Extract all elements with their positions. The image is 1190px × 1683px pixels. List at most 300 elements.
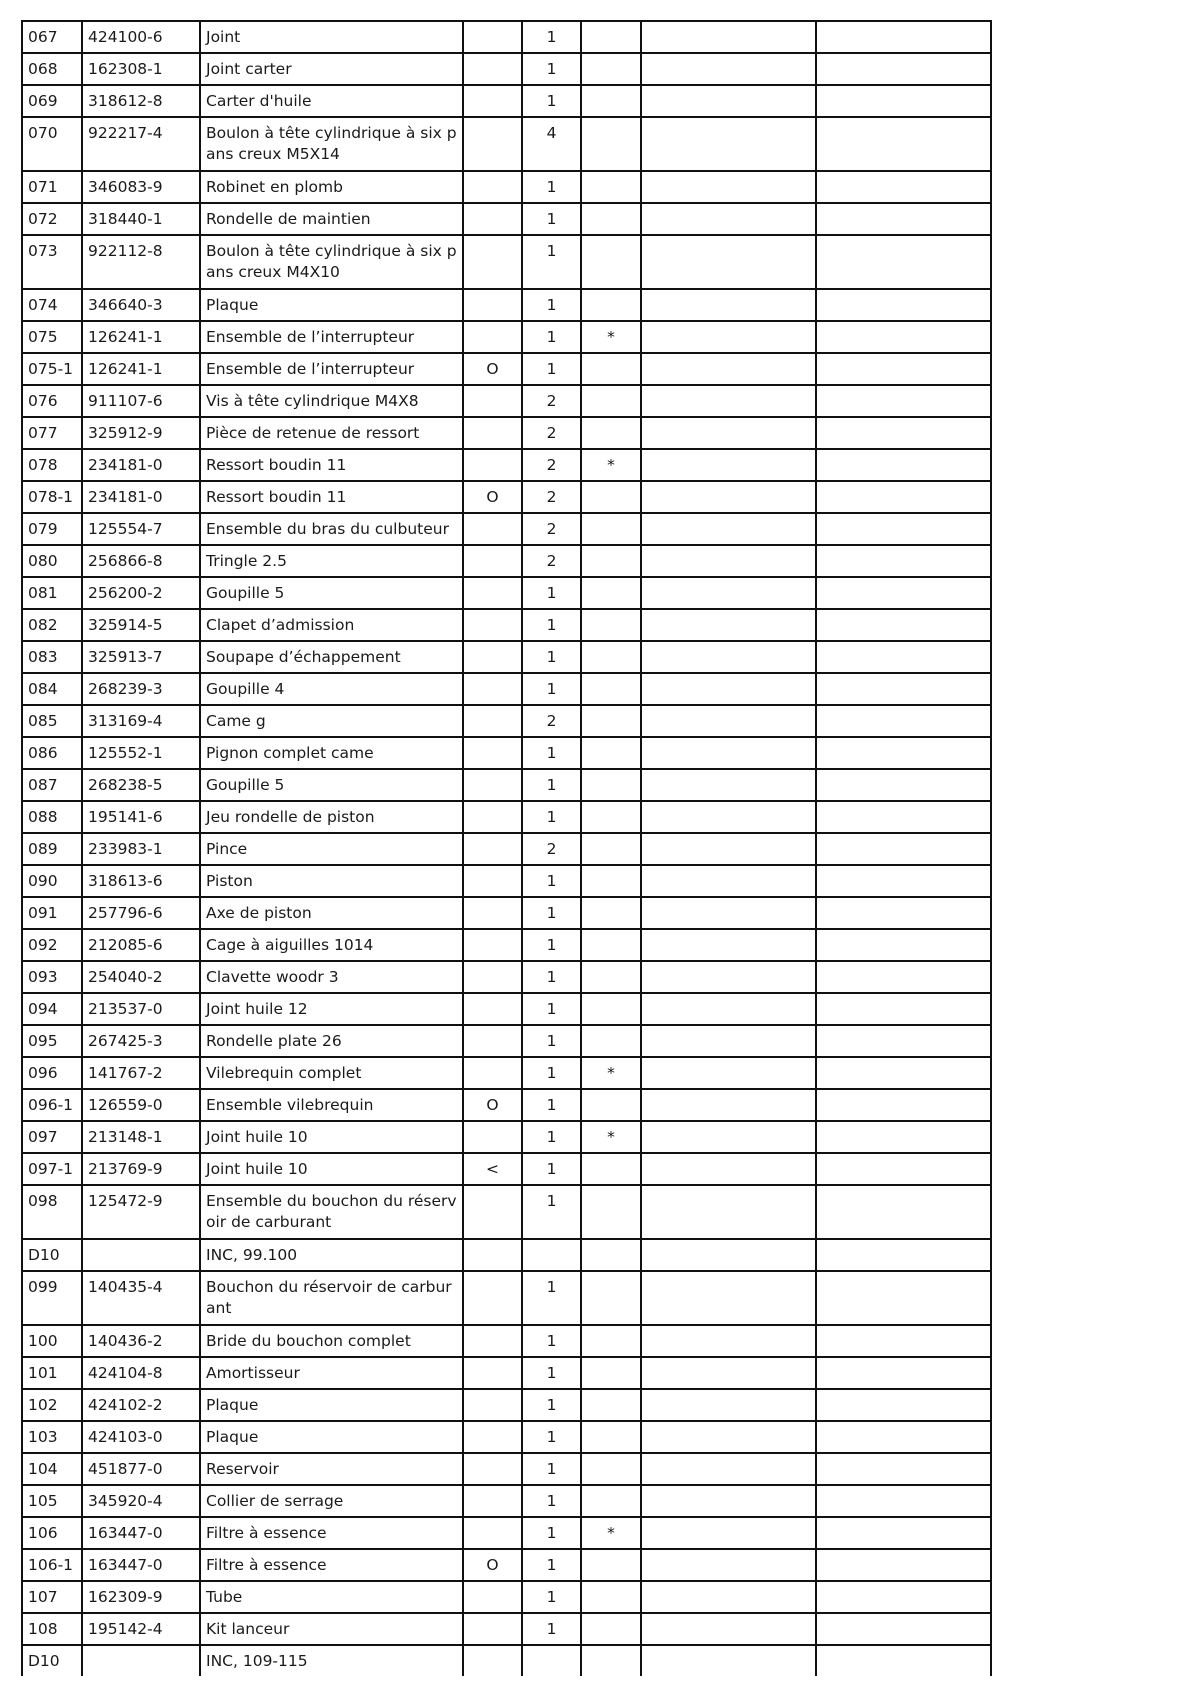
cell-description: Clapet d’admission xyxy=(200,609,463,641)
cell-empty-1 xyxy=(641,321,816,353)
cell-ref: 090 xyxy=(22,865,82,897)
cell-empty-2 xyxy=(816,993,991,1025)
cell-part-number: 233983-1 xyxy=(82,833,200,865)
cell-empty-1 xyxy=(641,929,816,961)
cell-description: Carter d'huile xyxy=(200,85,463,117)
cell-empty-1 xyxy=(641,353,816,385)
cell-note xyxy=(463,1239,522,1271)
cell-ref: 075 xyxy=(22,321,82,353)
cell-note xyxy=(463,833,522,865)
cell-part-number: 911107-6 xyxy=(82,385,200,417)
table-row xyxy=(22,513,991,545)
cell-ref: 099 xyxy=(22,1271,82,1325)
cell-description: Amortisseur xyxy=(200,1357,463,1389)
cell-empty-1 xyxy=(641,289,816,321)
cell-mark xyxy=(581,289,641,321)
table-row xyxy=(22,1057,991,1089)
cell-description: Rondelle de maintien xyxy=(200,203,463,235)
cell-description: Plaque xyxy=(200,289,463,321)
cell-empty-1 xyxy=(641,609,816,641)
cell-mark xyxy=(581,897,641,929)
cell-empty-2 xyxy=(816,385,991,417)
cell-quantity: 1 xyxy=(522,21,581,53)
cell-quantity: 1 xyxy=(522,1325,581,1357)
cell-description: Ressort boudin 11 xyxy=(200,481,463,513)
cell-quantity: 1 xyxy=(522,609,581,641)
cell-ref: 096-1 xyxy=(22,1089,82,1121)
cell-quantity: 1 xyxy=(522,1517,581,1549)
cell-empty-2 xyxy=(816,1421,991,1453)
table-row xyxy=(22,1389,991,1421)
cell-empty-1 xyxy=(641,801,816,833)
cell-quantity: 1 xyxy=(522,1153,581,1185)
cell-ref: 095 xyxy=(22,1025,82,1057)
cell-description: Cage à aiguilles 1014 xyxy=(200,929,463,961)
cell-empty-2 xyxy=(816,1271,991,1325)
cell-mark xyxy=(581,1613,641,1645)
cell-quantity: 1 xyxy=(522,353,581,385)
cell-part-number: 922112-8 xyxy=(82,235,200,289)
cell-quantity: 2 xyxy=(522,705,581,737)
cell-empty-1 xyxy=(641,85,816,117)
cell-quantity: 1 xyxy=(522,85,581,117)
cell-mark: * xyxy=(581,1057,641,1089)
cell-part-number: 234181-0 xyxy=(82,481,200,513)
cell-mark xyxy=(581,203,641,235)
cell-note xyxy=(463,961,522,993)
cell-mark xyxy=(581,481,641,513)
cell-description: Filtre à essence xyxy=(200,1517,463,1549)
cell-empty-1 xyxy=(641,1549,816,1581)
cell-quantity: 1 xyxy=(522,1613,581,1645)
cell-empty-1 xyxy=(641,1325,816,1357)
table-row xyxy=(22,171,991,203)
cell-ref: 105 xyxy=(22,1485,82,1517)
table-row xyxy=(22,85,991,117)
cell-description: Ressort boudin 11 xyxy=(200,449,463,481)
cell-empty-2 xyxy=(816,801,991,833)
cell-ref: D10 xyxy=(22,1645,82,1677)
cell-empty-1 xyxy=(641,1121,816,1153)
cell-empty-2 xyxy=(816,1325,991,1357)
cell-empty-2 xyxy=(816,1517,991,1549)
table-row xyxy=(22,1325,991,1357)
cell-note xyxy=(463,117,522,171)
cell-mark: * xyxy=(581,321,641,353)
cell-empty-1 xyxy=(641,235,816,289)
cell-mark xyxy=(581,513,641,545)
table-row xyxy=(22,1549,991,1581)
cell-quantity: 1 xyxy=(522,673,581,705)
table-row xyxy=(22,321,991,353)
cell-description: Filtre à essence xyxy=(200,1549,463,1581)
cell-note xyxy=(463,1613,522,1645)
cell-ref: 075-1 xyxy=(22,353,82,385)
cell-quantity: 1 xyxy=(522,53,581,85)
cell-note xyxy=(463,993,522,1025)
cell-empty-2 xyxy=(816,1239,991,1271)
cell-ref: 070 xyxy=(22,117,82,171)
cell-part-number xyxy=(82,1645,200,1677)
cell-part-number: 213537-0 xyxy=(82,993,200,1025)
cell-part-number: 125554-7 xyxy=(82,513,200,545)
table-row xyxy=(22,833,991,865)
cell-mark xyxy=(581,833,641,865)
cell-quantity: 1 xyxy=(522,1025,581,1057)
cell-description: Vis à tête cylindrique M4X8 xyxy=(200,385,463,417)
cell-ref: 084 xyxy=(22,673,82,705)
cell-description: Came g xyxy=(200,705,463,737)
cell-ref: 085 xyxy=(22,705,82,737)
cell-note xyxy=(463,929,522,961)
table-row xyxy=(22,801,991,833)
cell-ref: 107 xyxy=(22,1581,82,1613)
table-row xyxy=(22,1185,991,1239)
cell-mark xyxy=(581,929,641,961)
cell-ref: 100 xyxy=(22,1325,82,1357)
cell-note: O xyxy=(463,1549,522,1581)
cell-quantity: 1 xyxy=(522,1485,581,1517)
cell-part-number: 163447-0 xyxy=(82,1549,200,1581)
cell-ref: 092 xyxy=(22,929,82,961)
cell-empty-1 xyxy=(641,577,816,609)
cell-mark xyxy=(581,85,641,117)
cell-ref: 087 xyxy=(22,769,82,801)
cell-part-number: 256866-8 xyxy=(82,545,200,577)
cell-description: Bouchon du réservoir de carburant xyxy=(200,1271,463,1325)
cell-ref: 079 xyxy=(22,513,82,545)
cell-empty-2 xyxy=(816,1057,991,1089)
cell-description: Ensemble du bras du culbuteur xyxy=(200,513,463,545)
cell-quantity: 1 xyxy=(522,1271,581,1325)
cell-empty-2 xyxy=(816,1645,991,1677)
parts-table-body xyxy=(22,21,991,1677)
cell-empty-2 xyxy=(816,1485,991,1517)
table-row xyxy=(22,1271,991,1325)
cell-ref: 086 xyxy=(22,737,82,769)
cell-empty-1 xyxy=(641,53,816,85)
cell-mark xyxy=(581,1325,641,1357)
cell-empty-2 xyxy=(816,1153,991,1185)
cell-note xyxy=(463,235,522,289)
cell-empty-1 xyxy=(641,1389,816,1421)
cell-mark xyxy=(581,641,641,673)
cell-empty-2 xyxy=(816,609,991,641)
cell-empty-2 xyxy=(816,117,991,171)
cell-empty-1 xyxy=(641,203,816,235)
cell-empty-2 xyxy=(816,449,991,481)
cell-quantity: 1 xyxy=(522,1581,581,1613)
cell-note xyxy=(463,513,522,545)
cell-ref: 089 xyxy=(22,833,82,865)
cell-part-number: 922217-4 xyxy=(82,117,200,171)
cell-empty-2 xyxy=(816,235,991,289)
table-row xyxy=(22,897,991,929)
cell-part-number: 318613-6 xyxy=(82,865,200,897)
cell-mark xyxy=(581,961,641,993)
cell-ref: D10 xyxy=(22,1239,82,1271)
table-row xyxy=(22,1025,991,1057)
cell-ref: 088 xyxy=(22,801,82,833)
cell-quantity: 1 xyxy=(522,577,581,609)
cell-mark xyxy=(581,801,641,833)
cell-note xyxy=(463,1517,522,1549)
cell-quantity: 1 xyxy=(522,1357,581,1389)
cell-ref: 076 xyxy=(22,385,82,417)
cell-mark xyxy=(581,1453,641,1485)
cell-empty-2 xyxy=(816,673,991,705)
cell-description: Jeu rondelle de piston xyxy=(200,801,463,833)
cell-empty-1 xyxy=(641,1185,816,1239)
cell-ref: 067 xyxy=(22,21,82,53)
cell-note xyxy=(463,1025,522,1057)
cell-quantity: 1 xyxy=(522,865,581,897)
cell-part-number: 325912-9 xyxy=(82,417,200,449)
cell-empty-2 xyxy=(816,289,991,321)
cell-description: Ensemble vilebrequin xyxy=(200,1089,463,1121)
cell-empty-1 xyxy=(641,961,816,993)
cell-description: Ensemble de l’interrupteur xyxy=(200,353,463,385)
cell-quantity: 1 xyxy=(522,289,581,321)
cell-empty-2 xyxy=(816,961,991,993)
cell-empty-1 xyxy=(641,385,816,417)
cell-empty-2 xyxy=(816,705,991,737)
cell-mark xyxy=(581,117,641,171)
cell-mark xyxy=(581,705,641,737)
cell-note xyxy=(463,1325,522,1357)
cell-mark xyxy=(581,235,641,289)
cell-description: Tube xyxy=(200,1581,463,1613)
cell-empty-1 xyxy=(641,1057,816,1089)
cell-note xyxy=(463,321,522,353)
cell-ref: 069 xyxy=(22,85,82,117)
cell-empty-1 xyxy=(641,1453,816,1485)
cell-description: Pièce de retenue de ressort xyxy=(200,417,463,449)
cell-part-number: 424104-8 xyxy=(82,1357,200,1389)
cell-part-number: 345920-4 xyxy=(82,1485,200,1517)
table-row xyxy=(22,673,991,705)
cell-part-number: 163447-0 xyxy=(82,1517,200,1549)
cell-note xyxy=(463,1645,522,1677)
cell-note xyxy=(463,1485,522,1517)
cell-empty-1 xyxy=(641,1581,816,1613)
cell-part-number: 257796-6 xyxy=(82,897,200,929)
cell-empty-1 xyxy=(641,833,816,865)
cell-mark xyxy=(581,1389,641,1421)
cell-mark xyxy=(581,53,641,85)
cell-part-number: 234181-0 xyxy=(82,449,200,481)
cell-ref: 093 xyxy=(22,961,82,993)
cell-ref: 078-1 xyxy=(22,481,82,513)
table-row xyxy=(22,1153,991,1185)
cell-mark xyxy=(581,171,641,203)
cell-part-number xyxy=(82,1239,200,1271)
cell-ref: 071 xyxy=(22,171,82,203)
table-row xyxy=(22,1121,991,1153)
cell-note xyxy=(463,1357,522,1389)
cell-empty-1 xyxy=(641,449,816,481)
table-row xyxy=(22,1421,991,1453)
cell-mark xyxy=(581,1025,641,1057)
cell-ref: 068 xyxy=(22,53,82,85)
cell-note xyxy=(463,85,522,117)
cell-part-number: 212085-6 xyxy=(82,929,200,961)
cell-empty-1 xyxy=(641,21,816,53)
cell-quantity: 2 xyxy=(522,481,581,513)
cell-part-number: 318440-1 xyxy=(82,203,200,235)
cell-empty-2 xyxy=(816,1185,991,1239)
cell-empty-1 xyxy=(641,1613,816,1645)
cell-empty-2 xyxy=(816,1581,991,1613)
table-row xyxy=(22,1485,991,1517)
cell-empty-1 xyxy=(641,705,816,737)
cell-note xyxy=(463,801,522,833)
cell-quantity: 1 xyxy=(522,1389,581,1421)
cell-mark xyxy=(581,353,641,385)
cell-ref: 072 xyxy=(22,203,82,235)
table-row xyxy=(22,21,991,53)
cell-empty-2 xyxy=(816,737,991,769)
cell-description: Joint huile 10 xyxy=(200,1153,463,1185)
cell-quantity: 4 xyxy=(522,117,581,171)
table-row xyxy=(22,1453,991,1485)
cell-quantity: 1 xyxy=(522,171,581,203)
cell-note: O xyxy=(463,481,522,513)
cell-part-number: 325914-5 xyxy=(82,609,200,641)
cell-note xyxy=(463,769,522,801)
cell-note xyxy=(463,865,522,897)
cell-mark xyxy=(581,1185,641,1239)
cell-part-number: 268239-3 xyxy=(82,673,200,705)
cell-part-number: 267425-3 xyxy=(82,1025,200,1057)
table-row xyxy=(22,1613,991,1645)
cell-mark xyxy=(581,769,641,801)
table-row xyxy=(22,235,991,289)
table-row xyxy=(22,865,991,897)
cell-part-number: 125552-1 xyxy=(82,737,200,769)
cell-ref: 078 xyxy=(22,449,82,481)
cell-empty-2 xyxy=(816,417,991,449)
cell-empty-2 xyxy=(816,897,991,929)
cell-quantity: 1 xyxy=(522,1185,581,1239)
cell-empty-1 xyxy=(641,417,816,449)
cell-note xyxy=(463,1389,522,1421)
cell-empty-2 xyxy=(816,769,991,801)
cell-part-number: 424100-6 xyxy=(82,21,200,53)
cell-description: Piston xyxy=(200,865,463,897)
cell-mark xyxy=(581,1271,641,1325)
cell-description: Rondelle plate 26 xyxy=(200,1025,463,1057)
cell-empty-2 xyxy=(816,865,991,897)
cell-empty-1 xyxy=(641,1485,816,1517)
table-row xyxy=(22,929,991,961)
cell-description: Joint huile 10 xyxy=(200,1121,463,1153)
cell-ref: 074 xyxy=(22,289,82,321)
page-bottom-edge xyxy=(0,1676,1190,1683)
cell-part-number: 126559-0 xyxy=(82,1089,200,1121)
cell-note xyxy=(463,641,522,673)
cell-quantity: 1 xyxy=(522,1453,581,1485)
cell-part-number: 268238-5 xyxy=(82,769,200,801)
cell-note xyxy=(463,385,522,417)
cell-quantity: 1 xyxy=(522,897,581,929)
cell-empty-1 xyxy=(641,1645,816,1677)
table-row xyxy=(22,117,991,171)
table-row xyxy=(22,737,991,769)
cell-description: Collier de serrage xyxy=(200,1485,463,1517)
table-row xyxy=(22,481,991,513)
cell-part-number: 318612-8 xyxy=(82,85,200,117)
cell-part-number: 451877-0 xyxy=(82,1453,200,1485)
table-row xyxy=(22,577,991,609)
cell-part-number: 346640-3 xyxy=(82,289,200,321)
cell-description: Reservoir xyxy=(200,1453,463,1485)
cell-note xyxy=(463,1121,522,1153)
cell-empty-1 xyxy=(641,641,816,673)
table-row xyxy=(22,1645,991,1677)
cell-empty-1 xyxy=(641,1025,816,1057)
table-row xyxy=(22,385,991,417)
cell-description: Goupille 5 xyxy=(200,769,463,801)
cell-empty-1 xyxy=(641,737,816,769)
cell-empty-2 xyxy=(816,929,991,961)
cell-empty-2 xyxy=(816,1121,991,1153)
table-row xyxy=(22,1239,991,1271)
cell-note xyxy=(463,897,522,929)
table-row xyxy=(22,1581,991,1613)
cell-description: Joint xyxy=(200,21,463,53)
cell-part-number: 346083-9 xyxy=(82,171,200,203)
cell-quantity: 1 xyxy=(522,641,581,673)
cell-part-number: 195141-6 xyxy=(82,801,200,833)
cell-quantity: 2 xyxy=(522,385,581,417)
cell-empty-1 xyxy=(641,117,816,171)
cell-quantity: 1 xyxy=(522,961,581,993)
table-row xyxy=(22,545,991,577)
cell-part-number: 162308-1 xyxy=(82,53,200,85)
cell-note xyxy=(463,21,522,53)
cell-quantity: 2 xyxy=(522,449,581,481)
cell-description: Goupille 4 xyxy=(200,673,463,705)
table-row xyxy=(22,961,991,993)
cell-note xyxy=(463,449,522,481)
cell-mark xyxy=(581,1549,641,1581)
cell-ref: 098 xyxy=(22,1185,82,1239)
cell-empty-2 xyxy=(816,1453,991,1485)
cell-description: Vilebrequin complet xyxy=(200,1057,463,1089)
cell-part-number: 140435-4 xyxy=(82,1271,200,1325)
cell-quantity: 1 xyxy=(522,737,581,769)
cell-quantity xyxy=(522,1645,581,1677)
table-row xyxy=(22,705,991,737)
table-row xyxy=(22,1357,991,1389)
cell-note xyxy=(463,1421,522,1453)
cell-description: Boulon à tête cylindrique à six pans creux M4X10 xyxy=(200,235,463,289)
cell-mark xyxy=(581,1239,641,1271)
cell-ref: 104 xyxy=(22,1453,82,1485)
cell-mark xyxy=(581,1581,641,1613)
cell-description: Clavette woodr 3 xyxy=(200,961,463,993)
cell-mark xyxy=(581,1357,641,1389)
table-row xyxy=(22,641,991,673)
cell-empty-2 xyxy=(816,1389,991,1421)
cell-ref: 108 xyxy=(22,1613,82,1645)
cell-mark xyxy=(581,737,641,769)
cell-note xyxy=(463,1453,522,1485)
cell-description: Axe de piston xyxy=(200,897,463,929)
cell-part-number: 141767-2 xyxy=(82,1057,200,1089)
cell-description: Soupape d’échappement xyxy=(200,641,463,673)
